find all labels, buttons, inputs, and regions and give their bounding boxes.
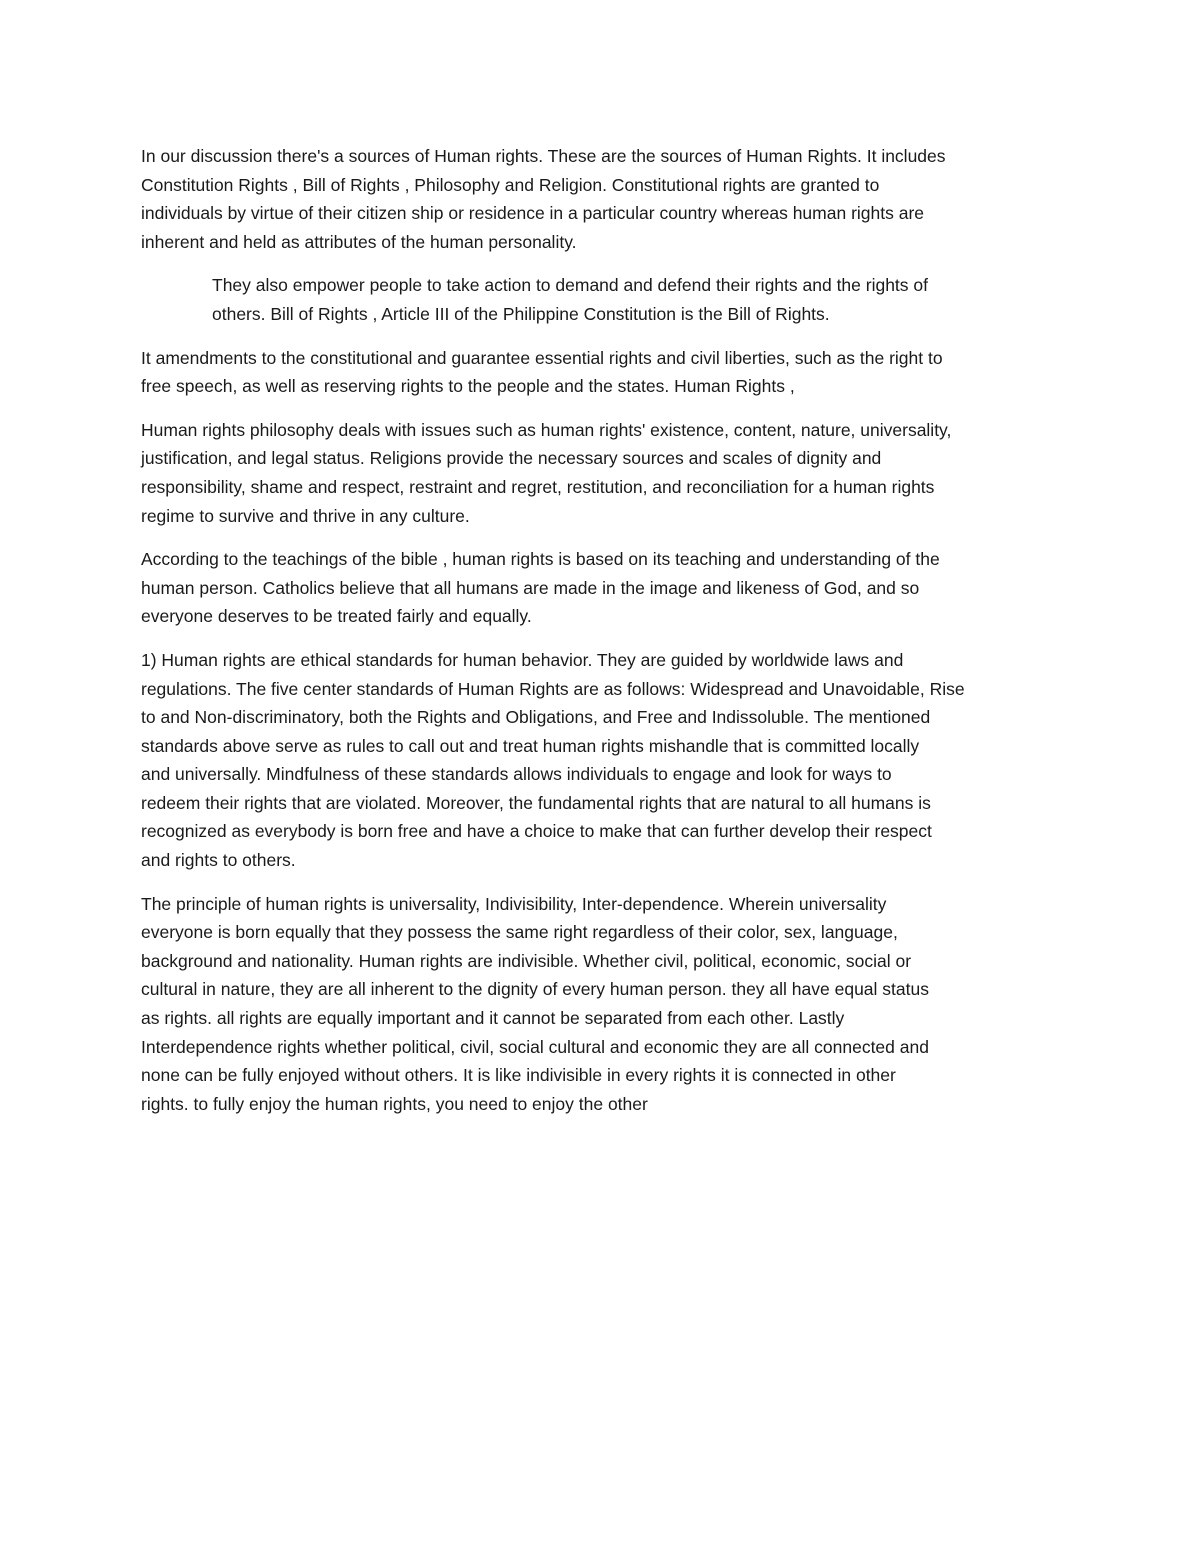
text-line: everyone is born equally that they possess the same right regardless of their color, sex, language,: [141, 922, 898, 943]
paragraph-empower-indented: [212, 271, 1071, 328]
text-line: The principle of human rights is universality, Indivisibility, Inter-dependence. Wherein universality: [141, 893, 887, 914]
text-line: individuals by virtue of their citizen ship or residence in a particular country whereas human rights are: [141, 203, 925, 224]
text-line: It amendments to the constitutional and guarantee essential rights and civil liberties, such as the right to: [141, 347, 943, 368]
paragraph-amendments: [141, 344, 1071, 401]
text-line: responsibility, shame and respect, restraint and regret, restitution, and reconciliation for a human rights: [141, 476, 935, 497]
text-line: rights. to fully enjoy the human rights, you need to enjoy the other: [141, 1093, 648, 1114]
paragraph-bible: [141, 545, 1071, 631]
text-line: background and nationality. Human rights are indivisible. Whether civil, political, economic, social or: [141, 950, 912, 971]
text-line: cultural in nature, they are all inherent to the dignity of every human person. they all have equal status: [141, 979, 929, 1000]
text-line: Interdependence rights whether political, civil, social cultural and economic they are all connected and: [141, 1036, 929, 1057]
text-line: recognized as everybody is born free and have a choice to make that can further develop their respect: [141, 821, 932, 842]
paragraph-ethical-standards: [141, 646, 1071, 875]
text-line: According to the teachings of the bible , human rights is based on its teaching and understanding of the: [141, 549, 940, 570]
text-line: to and Non-discriminatory, both the Rights and Obligations, and Free and Indissoluble. The mentioned: [141, 707, 931, 728]
text-line: regime to survive and thrive in any culture.: [141, 505, 470, 526]
text-line: In our discussion there's a sources of Human rights. These are the sources of Human Rights. It includes: [141, 146, 946, 166]
paragraph-philosophy: [141, 416, 1071, 530]
text-line: inherent and held as attributes of the human personality.: [141, 231, 577, 252]
text-line: and rights to others.: [141, 850, 296, 871]
text-line: others. Bill of Rights , Article III of the Philippine Constitution is the Bill of Rights.: [212, 303, 830, 324]
paragraph-principles: [141, 890, 1071, 1119]
text-line: human person. Catholics believe that all humans are made in the image and likeness of God, and so: [141, 577, 920, 598]
text-line: 1) Human rights are ethical standards for human behavior. They are guided by worldwide laws and: [141, 649, 904, 670]
text-line: Constitution Rights , Bill of Rights , Philosophy and Religion. Constitutional rights are granted to: [141, 174, 880, 195]
text-line: everyone deserves to be treated fairly and equally.: [141, 606, 532, 627]
text-line: They also empower people to take action to demand and defend their rights and the rights of: [212, 275, 929, 296]
text-line: free speech, as well as reserving rights to the people and the states. Human Rights ,: [141, 376, 795, 397]
text-line: regulations. The five center standards of Human Rights are as follows: Widespread and Unavoidable, Rise: [141, 678, 965, 699]
text-line: Human rights philosophy deals with issues such as human rights' existence, content, nature, universality,: [141, 419, 952, 440]
text-line: as rights. all rights are equally important and it cannot be separated from each other. Lastly: [141, 1008, 845, 1029]
text-line: justification, and legal status. Religions provide the necessary sources and scales of dignity and: [141, 448, 882, 469]
paragraph-sources-intro: [141, 142, 1071, 256]
text-line: none can be fully enjoyed without others. It is like indivisible in every rights it is connected in other: [141, 1065, 896, 1086]
document-body: [141, 142, 1071, 1133]
text-line: and universally. Mindfulness of these standards allows individuals to engage and look for ways to: [141, 764, 892, 785]
text-line: standards above serve as rules to call out and treat human rights mishandle that is committed locally: [141, 735, 920, 756]
text-line: redeem their rights that are violated. Moreover, the fundamental rights that are natural to all humans is: [141, 792, 931, 813]
